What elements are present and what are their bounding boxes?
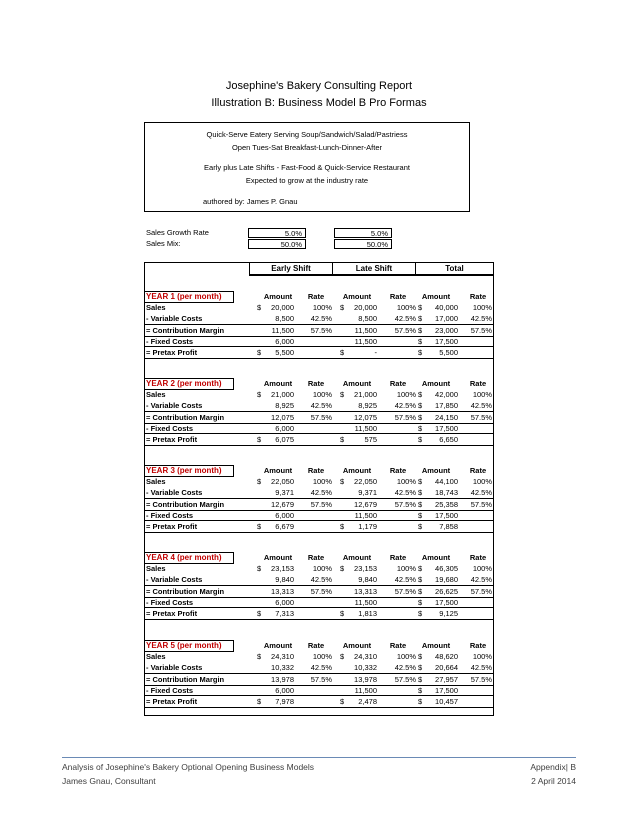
amount-header: Amount bbox=[421, 379, 451, 388]
pretax-profit-t-amt: 5,500 bbox=[439, 348, 458, 357]
sales-row bbox=[144, 302, 494, 313]
fixed-costs-t-dollar: $ bbox=[418, 511, 423, 520]
sales-t-rate: 100% bbox=[472, 652, 492, 661]
sales-e-dollar: $ bbox=[257, 477, 262, 486]
variable-costs-t-dollar: $ bbox=[418, 488, 423, 497]
variable-costs-e-amt: 8,500 bbox=[275, 314, 294, 323]
year-title: YEAR 5 (per month) bbox=[146, 641, 222, 650]
fixed-costs-t-amt: 17,500 bbox=[435, 337, 458, 346]
contribution-margin-e-amt: 12,679 bbox=[271, 500, 294, 509]
info-line-3: Early plus Late Shifts - Fast-Food & Quick-Service Restaurant bbox=[204, 163, 410, 172]
sales-e-rate: 100% bbox=[312, 564, 332, 573]
variable-costs-l-amt: 9,840 bbox=[358, 575, 377, 584]
sales-l-rate: 100% bbox=[396, 390, 416, 399]
sales-t-dollar: $ bbox=[418, 303, 423, 312]
variable-costs-t-dollar: $ bbox=[418, 401, 423, 410]
fixed-costs-t-amt: 17,500 bbox=[435, 598, 458, 607]
variable-costs-t-dollar: $ bbox=[418, 575, 423, 584]
year-title-box bbox=[144, 291, 234, 303]
fixed-costs-e-amt: 6,000 bbox=[275, 424, 294, 433]
sales-mix-label: Sales Mix: bbox=[146, 239, 181, 248]
contribution-margin-l-amt: 13,313 bbox=[354, 587, 377, 596]
variable-costs-t-amt: 19,680 bbox=[435, 575, 458, 584]
sales-e-rate: 100% bbox=[312, 477, 332, 486]
assumptions-section bbox=[144, 228, 494, 250]
sales-t-rate: 100% bbox=[472, 564, 492, 573]
sales-growth-row bbox=[144, 228, 494, 239]
contribution-margin-e-rate: 57.5% bbox=[310, 675, 332, 684]
year-title-box bbox=[144, 552, 234, 564]
sales-l-rate: 100% bbox=[396, 564, 416, 573]
sales-l-amt: 23,153 bbox=[354, 564, 377, 573]
rate-header: Rate bbox=[307, 292, 325, 301]
variable-costs-row bbox=[144, 313, 494, 324]
report-subtitle: Illustration B: Business Model B Pro Formas bbox=[211, 97, 427, 109]
fixed-costs-t-amt: 17,500 bbox=[435, 686, 458, 695]
rate-header: Rate bbox=[469, 379, 487, 388]
contribution-margin-t-amt: 23,000 bbox=[435, 326, 458, 335]
contribution-margin-t-dollar: $ bbox=[418, 326, 423, 335]
rate-header: Rate bbox=[469, 292, 487, 301]
growth-late-value: 5.0% bbox=[334, 228, 392, 238]
pretax-profit-l-dollar: $ bbox=[340, 435, 345, 444]
sales-t-dollar: $ bbox=[418, 652, 423, 661]
amount-header: Amount bbox=[342, 379, 372, 388]
year-title-box bbox=[144, 465, 234, 477]
sales-l-dollar: $ bbox=[340, 390, 345, 399]
amount-header: Amount bbox=[263, 641, 293, 650]
variable-costs-l-amt: 10,332 bbox=[354, 663, 377, 672]
variable-costs-e-rate: 42.5% bbox=[310, 663, 332, 672]
amount-header: Amount bbox=[421, 641, 451, 650]
pretax-profit-e-amt: 5,500 bbox=[275, 348, 294, 357]
contribution-margin-l-rate: 57.5% bbox=[394, 587, 416, 596]
variable-costs-l-rate: 42.5% bbox=[394, 401, 416, 410]
pretax-profit-t-dollar: $ bbox=[418, 522, 423, 531]
pretax-profit-label: = Pretax Profit bbox=[146, 522, 198, 531]
sales-t-amt: 48,620 bbox=[435, 652, 458, 661]
sales-l-amt: 24,310 bbox=[354, 652, 377, 661]
variable-costs-label: - Variable Costs bbox=[146, 663, 203, 672]
variable-costs-t-amt: 20,664 bbox=[435, 663, 458, 672]
variable-costs-l-rate: 42.5% bbox=[394, 575, 416, 584]
sales-t-dollar: $ bbox=[418, 390, 423, 399]
contribution-margin-label: = Contribution Margin bbox=[146, 675, 225, 684]
rate-header: Rate bbox=[389, 379, 407, 388]
sales-row bbox=[144, 389, 494, 400]
contribution-margin-e-rate: 57.5% bbox=[310, 413, 332, 422]
contribution-margin-t-rate: 57.5% bbox=[470, 500, 492, 509]
pretax-profit-l-amt: 575 bbox=[364, 435, 377, 444]
contribution-margin-e-amt: 13,978 bbox=[271, 675, 294, 684]
amount-header: Amount bbox=[421, 292, 451, 301]
pretax-profit-label: = Pretax Profit bbox=[146, 609, 198, 618]
fixed-costs-e-amt: 6,000 bbox=[275, 337, 294, 346]
fixed-costs-l-amt: 11,500 bbox=[354, 686, 377, 695]
sales-l-amt: 22,050 bbox=[354, 477, 377, 486]
rate-header: Rate bbox=[469, 553, 487, 562]
pretax-profit-l-amt: - bbox=[374, 348, 377, 357]
sales-label: Sales bbox=[146, 652, 166, 661]
sales-label: Sales bbox=[146, 303, 166, 312]
growth-early-value: 5.0% bbox=[248, 228, 306, 238]
rate-header: Rate bbox=[469, 466, 487, 475]
contribution-margin-e-rate: 57.5% bbox=[310, 587, 332, 596]
amount-header: Amount bbox=[342, 553, 372, 562]
amount-header: Amount bbox=[342, 466, 372, 475]
business-model-description-box bbox=[144, 122, 470, 212]
sales-t-amt: 42,000 bbox=[435, 390, 458, 399]
pretax-profit-t-amt: 9,125 bbox=[439, 609, 458, 618]
pretax-profit-e-dollar: $ bbox=[257, 697, 262, 706]
variable-costs-t-amt: 17,000 bbox=[435, 314, 458, 323]
year-title-box bbox=[144, 640, 234, 652]
fixed-costs-label: - Fixed Costs bbox=[146, 337, 194, 346]
contribution-margin-box bbox=[144, 498, 494, 511]
variable-costs-t-amt: 18,743 bbox=[435, 488, 458, 497]
variable-costs-e-rate: 42.5% bbox=[310, 314, 332, 323]
amount-header: Amount bbox=[263, 466, 293, 475]
contribution-margin-label: = Contribution Margin bbox=[146, 413, 225, 422]
fixed-costs-t-amt: 17,500 bbox=[435, 424, 458, 433]
sales-t-rate: 100% bbox=[472, 303, 492, 312]
contribution-margin-t-dollar: $ bbox=[418, 500, 423, 509]
variable-costs-label: - Variable Costs bbox=[146, 488, 203, 497]
variable-costs-e-amt: 9,840 bbox=[275, 575, 294, 584]
pretax-profit-e-dollar: $ bbox=[257, 609, 262, 618]
fixed-costs-label: - Fixed Costs bbox=[146, 686, 194, 695]
amount-header: Amount bbox=[342, 641, 372, 650]
contribution-margin-t-rate: 57.5% bbox=[470, 326, 492, 335]
contribution-margin-box bbox=[144, 585, 494, 598]
sales-growth-label: Sales Growth Rate bbox=[146, 228, 209, 237]
late-shift-header: Late Shift bbox=[332, 262, 416, 276]
pretax-profit-box bbox=[144, 607, 494, 620]
contribution-margin-box bbox=[144, 673, 494, 686]
footer-appendix: Appendix| B bbox=[530, 762, 576, 772]
pretax-profit-t-amt: 10,457 bbox=[435, 697, 458, 706]
sales-l-rate: 100% bbox=[396, 652, 416, 661]
mix-early-value: 50.0% bbox=[248, 239, 306, 249]
contribution-margin-t-dollar: $ bbox=[418, 413, 423, 422]
amount-header: Amount bbox=[263, 379, 293, 388]
pretax-profit-label: = Pretax Profit bbox=[146, 697, 198, 706]
report-title: Josephine's Bakery Consulting Report bbox=[225, 80, 413, 92]
pretax-profit-label: = Pretax Profit bbox=[146, 348, 198, 357]
variable-costs-label: - Variable Costs bbox=[146, 314, 203, 323]
variable-costs-t-rate: 42.5% bbox=[470, 575, 492, 584]
sales-e-dollar: $ bbox=[257, 564, 262, 573]
total-header: Total bbox=[415, 262, 494, 276]
pretax-profit-box bbox=[144, 433, 494, 446]
variable-costs-l-amt: 8,925 bbox=[358, 401, 377, 410]
contribution-margin-e-rate: 57.5% bbox=[310, 326, 332, 335]
contribution-margin-t-rate: 57.5% bbox=[470, 413, 492, 422]
contribution-margin-l-rate: 57.5% bbox=[394, 500, 416, 509]
variable-costs-row bbox=[144, 662, 494, 673]
variable-costs-t-rate: 42.5% bbox=[470, 488, 492, 497]
contribution-margin-t-dollar: $ bbox=[418, 587, 423, 596]
variable-costs-l-amt: 8,500 bbox=[358, 314, 377, 323]
variable-costs-e-rate: 42.5% bbox=[310, 575, 332, 584]
contribution-margin-t-rate: 57.5% bbox=[470, 587, 492, 596]
variable-costs-t-rate: 42.5% bbox=[470, 663, 492, 672]
pretax-profit-l-amt: 1,813 bbox=[358, 609, 377, 618]
rate-header: Rate bbox=[307, 553, 325, 562]
variable-costs-label: - Variable Costs bbox=[146, 575, 203, 584]
variable-costs-label: - Variable Costs bbox=[146, 401, 203, 410]
sales-l-amt: 21,000 bbox=[354, 390, 377, 399]
pretax-profit-e-amt: 6,075 bbox=[275, 435, 294, 444]
sales-e-rate: 100% bbox=[312, 390, 332, 399]
fixed-costs-label: - Fixed Costs bbox=[146, 511, 194, 520]
contribution-margin-l-rate: 57.5% bbox=[394, 675, 416, 684]
contribution-margin-t-dollar: $ bbox=[418, 675, 423, 684]
sales-label: Sales bbox=[146, 477, 166, 486]
sales-l-rate: 100% bbox=[396, 477, 416, 486]
pretax-profit-label: = Pretax Profit bbox=[146, 435, 198, 444]
pretax-profit-e-dollar: $ bbox=[257, 522, 262, 531]
pretax-profit-l-dollar: $ bbox=[340, 522, 345, 531]
variable-costs-e-amt: 8,925 bbox=[275, 401, 294, 410]
fixed-costs-t-dollar: $ bbox=[418, 598, 423, 607]
variable-costs-row bbox=[144, 574, 494, 585]
contribution-margin-label: = Contribution Margin bbox=[146, 326, 225, 335]
sales-t-amt: 46,305 bbox=[435, 564, 458, 573]
contribution-margin-t-amt: 26,625 bbox=[435, 587, 458, 596]
pretax-profit-l-dollar: $ bbox=[340, 697, 345, 706]
pretax-profit-l-amt: 2,478 bbox=[358, 697, 377, 706]
sales-l-dollar: $ bbox=[340, 477, 345, 486]
contribution-margin-t-amt: 24,150 bbox=[435, 413, 458, 422]
contribution-margin-e-amt: 11,500 bbox=[271, 326, 294, 335]
variable-costs-l-amt: 9,371 bbox=[358, 488, 377, 497]
sales-t-amt: 44,100 bbox=[435, 477, 458, 486]
footer-author: James Gnau, Consultant bbox=[62, 776, 156, 786]
sales-t-rate: 100% bbox=[472, 390, 492, 399]
sales-row bbox=[144, 476, 494, 487]
variable-costs-row bbox=[144, 400, 494, 411]
sales-e-rate: 100% bbox=[312, 652, 332, 661]
pretax-profit-e-dollar: $ bbox=[257, 435, 262, 444]
contribution-margin-l-amt: 12,679 bbox=[354, 500, 377, 509]
contribution-margin-l-amt: 11,500 bbox=[354, 326, 377, 335]
sales-label: Sales bbox=[146, 390, 166, 399]
rate-header: Rate bbox=[469, 641, 487, 650]
sales-e-amt: 20,000 bbox=[271, 303, 294, 312]
fixed-costs-e-amt: 6,000 bbox=[275, 511, 294, 520]
pretax-profit-e-amt: 7,978 bbox=[275, 697, 294, 706]
variable-costs-e-rate: 42.5% bbox=[310, 488, 332, 497]
info-line-1: Quick-Serve Eatery Serving Soup/Sandwich/Salad/Pastriess bbox=[206, 130, 408, 139]
year-title: YEAR 2 (per month) bbox=[146, 379, 222, 388]
year-title-box bbox=[144, 378, 234, 390]
pretax-profit-e-amt: 6,679 bbox=[275, 522, 294, 531]
pretax-profit-box bbox=[144, 695, 494, 708]
pretax-profit-e-amt: 7,313 bbox=[275, 609, 294, 618]
rate-header: Rate bbox=[307, 466, 325, 475]
contribution-margin-t-amt: 25,358 bbox=[435, 500, 458, 509]
variable-costs-e-amt: 9,371 bbox=[275, 488, 294, 497]
sales-e-amt: 21,000 bbox=[271, 390, 294, 399]
fixed-costs-t-dollar: $ bbox=[418, 686, 423, 695]
fixed-costs-l-amt: 11,500 bbox=[354, 337, 377, 346]
contribution-margin-l-rate: 57.5% bbox=[394, 413, 416, 422]
fixed-costs-label: - Fixed Costs bbox=[146, 424, 194, 433]
contribution-margin-t-amt: 27,957 bbox=[435, 675, 458, 684]
sales-t-dollar: $ bbox=[418, 477, 423, 486]
amount-header: Amount bbox=[421, 466, 451, 475]
variable-costs-l-rate: 42.5% bbox=[394, 314, 416, 323]
contribution-margin-label: = Contribution Margin bbox=[146, 500, 225, 509]
sales-t-dollar: $ bbox=[418, 564, 423, 573]
pretax-profit-box bbox=[144, 346, 494, 359]
fixed-costs-l-amt: 11,500 bbox=[354, 511, 377, 520]
contribution-margin-label: = Contribution Margin bbox=[146, 587, 225, 596]
footer-document-title: Analysis of Josephine's Bakery Optional Opening Business Models bbox=[62, 762, 315, 772]
sales-e-dollar: $ bbox=[257, 390, 262, 399]
sales-t-rate: 100% bbox=[472, 477, 492, 486]
fixed-costs-e-amt: 6,000 bbox=[275, 686, 294, 695]
pretax-profit-l-dollar: $ bbox=[340, 348, 345, 357]
fixed-costs-e-amt: 6,000 bbox=[275, 598, 294, 607]
pretax-profit-l-amt: 1,179 bbox=[358, 522, 377, 531]
sales-label: Sales bbox=[146, 564, 166, 573]
pretax-profit-t-dollar: $ bbox=[418, 435, 423, 444]
amount-header: Amount bbox=[263, 553, 293, 562]
contribution-margin-e-amt: 12,075 bbox=[271, 413, 294, 422]
rate-header: Rate bbox=[389, 641, 407, 650]
fixed-costs-t-dollar: $ bbox=[418, 337, 423, 346]
info-line-2: Open Tues-Sat Breakfast-Lunch-Dinner-After bbox=[231, 143, 383, 152]
variable-costs-l-rate: 42.5% bbox=[394, 488, 416, 497]
contribution-margin-l-amt: 12,075 bbox=[354, 413, 377, 422]
variable-costs-t-amt: 17,850 bbox=[435, 401, 458, 410]
sales-e-dollar: $ bbox=[257, 303, 262, 312]
early-shift-header: Early Shift bbox=[249, 262, 333, 276]
fixed-costs-l-amt: 11,500 bbox=[354, 598, 377, 607]
footer-rule bbox=[62, 757, 576, 758]
pretax-profit-l-dollar: $ bbox=[340, 609, 345, 618]
amount-header: Amount bbox=[263, 292, 293, 301]
sales-e-dollar: $ bbox=[257, 652, 262, 661]
variable-costs-l-rate: 42.5% bbox=[394, 663, 416, 672]
mix-late-value: 50.0% bbox=[334, 239, 392, 249]
pretax-profit-t-dollar: $ bbox=[418, 348, 423, 357]
year-title: YEAR 4 (per month) bbox=[146, 553, 222, 562]
contribution-margin-box bbox=[144, 324, 494, 337]
amount-header: Amount bbox=[421, 553, 451, 562]
fixed-costs-l-amt: 11,500 bbox=[354, 424, 377, 433]
sales-t-amt: 40,000 bbox=[435, 303, 458, 312]
contribution-margin-box bbox=[144, 411, 494, 424]
rate-header: Rate bbox=[307, 641, 325, 650]
rate-header: Rate bbox=[389, 553, 407, 562]
variable-costs-t-dollar: $ bbox=[418, 663, 423, 672]
contribution-margin-t-rate: 57.5% bbox=[470, 675, 492, 684]
footer-date: 2 April 2014 bbox=[531, 776, 576, 786]
year-title: YEAR 1 (per month) bbox=[146, 292, 222, 301]
author-line: authored by: James P. Gnau bbox=[203, 197, 298, 206]
pretax-profit-box bbox=[144, 520, 494, 533]
fixed-costs-label: - Fixed Costs bbox=[146, 598, 194, 607]
pretax-profit-e-dollar: $ bbox=[257, 348, 262, 357]
rate-header: Rate bbox=[389, 466, 407, 475]
sales-l-rate: 100% bbox=[396, 303, 416, 312]
pretax-profit-t-dollar: $ bbox=[418, 697, 423, 706]
sales-row bbox=[144, 563, 494, 574]
variable-costs-e-amt: 10,332 bbox=[271, 663, 294, 672]
amount-header: Amount bbox=[342, 292, 372, 301]
sales-e-rate: 100% bbox=[312, 303, 332, 312]
sales-e-amt: 22,050 bbox=[271, 477, 294, 486]
contribution-margin-l-amt: 13,978 bbox=[354, 675, 377, 684]
rate-header: Rate bbox=[307, 379, 325, 388]
sales-l-dollar: $ bbox=[340, 652, 345, 661]
fixed-costs-t-dollar: $ bbox=[418, 424, 423, 433]
variable-costs-row bbox=[144, 487, 494, 498]
sales-e-amt: 24,310 bbox=[271, 652, 294, 661]
year-title: YEAR 3 (per month) bbox=[146, 466, 222, 475]
variable-costs-t-dollar: $ bbox=[418, 314, 423, 323]
contribution-margin-l-rate: 57.5% bbox=[394, 326, 416, 335]
variable-costs-e-rate: 42.5% bbox=[310, 401, 332, 410]
variable-costs-t-rate: 42.5% bbox=[470, 314, 492, 323]
pretax-profit-t-amt: 7,858 bbox=[439, 522, 458, 531]
pretax-profit-t-amt: 6,650 bbox=[439, 435, 458, 444]
contribution-margin-e-rate: 57.5% bbox=[310, 500, 332, 509]
sales-l-amt: 20,000 bbox=[354, 303, 377, 312]
pretax-profit-t-dollar: $ bbox=[418, 609, 423, 618]
sales-mix-row bbox=[144, 239, 494, 250]
variable-costs-t-rate: 42.5% bbox=[470, 401, 492, 410]
fixed-costs-t-amt: 17,500 bbox=[435, 511, 458, 520]
sales-l-dollar: $ bbox=[340, 303, 345, 312]
rate-header: Rate bbox=[389, 292, 407, 301]
sales-l-dollar: $ bbox=[340, 564, 345, 573]
info-line-4: Expected to grow at the industry rate bbox=[245, 176, 369, 185]
sales-e-amt: 23,153 bbox=[271, 564, 294, 573]
sales-row bbox=[144, 651, 494, 662]
contribution-margin-e-amt: 13,313 bbox=[271, 587, 294, 596]
